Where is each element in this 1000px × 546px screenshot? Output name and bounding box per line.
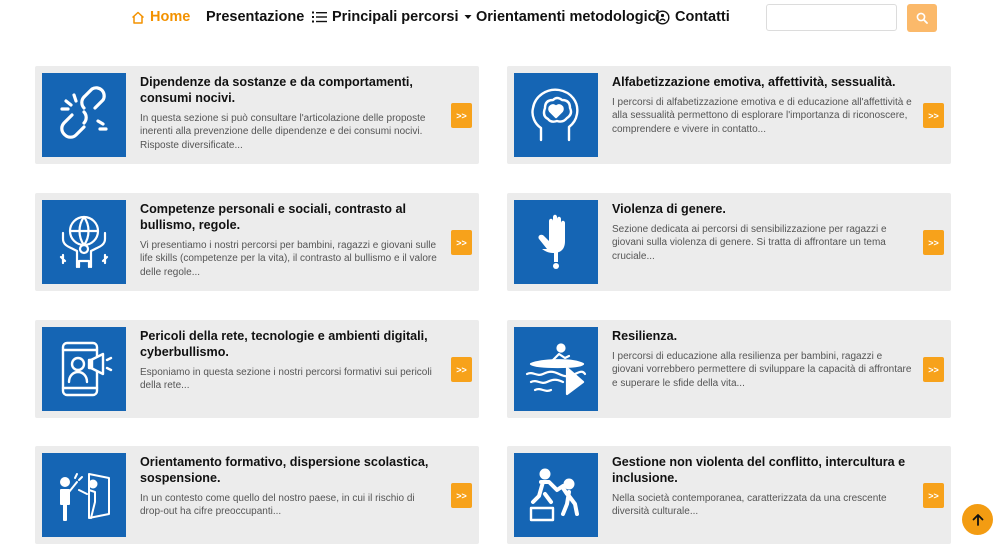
- door-people-icon: [42, 453, 126, 537]
- nav-home-label: Home: [150, 9, 191, 25]
- card-gestione-conflitto[interactable]: [507, 446, 951, 544]
- card-description: I percorsi di educazione alla resilienza per bambini, ragazzi e giovani vorrebbero permettere di sviluppare la capacità di affrontare e superare le sfide della vita...: [612, 351, 912, 389]
- more-button[interactable]: >>: [451, 357, 472, 382]
- card-pericoli-rete[interactable]: [35, 320, 479, 418]
- card-description: In questa sezione si può consultare l'articolazione delle proposte inerenti alla prevenzione delle dipendenze e dei consumi nocivi. Risposte diversificate...: [140, 113, 426, 151]
- card-description: Nella società contemporanea, caratterizzata da una crescente diversità culturale...: [612, 493, 887, 518]
- card-competenze[interactable]: [35, 193, 479, 291]
- phone-megaphone-icon: [42, 327, 126, 411]
- nav-presentazione-label: Presentazione: [206, 9, 305, 25]
- home-icon: [131, 11, 145, 24]
- globe-person-icon: [42, 200, 126, 284]
- card-description: Sezione dedicata ai percorsi di sensibilizzazione per ragazzi e giovani sulla violenza di genere. Si tratta di affrontare un tema cruciale...: [612, 224, 887, 262]
- arrow-up-icon: [971, 513, 985, 527]
- card-title: Resilienza.: [612, 329, 678, 343]
- card-resilienza[interactable]: [507, 320, 951, 418]
- card-title: Dipendenze da sostanze e da comportamenti, consumi nocivi.: [140, 75, 413, 105]
- card-description: I percorsi di alfabetizzazione emotiva e di educazione all'affettività e alla sessualità permettono di esplorare l'importanza di riconoscere, comprendere e vivere in contatto...: [612, 97, 912, 135]
- card-title: Pericoli della rete, tecnologie e ambienti digitali, cyberbullismo.: [140, 329, 428, 359]
- contact-icon: [655, 10, 670, 25]
- more-button[interactable]: >>: [923, 230, 944, 255]
- brain-heart-icon: [514, 73, 598, 157]
- more-button[interactable]: >>: [923, 483, 944, 508]
- card-description: In un contesto come quello del nostro paese, in cui il rischio di drop-out ha cifre preoccupanti...: [140, 493, 415, 518]
- caret-down-icon: [464, 14, 472, 20]
- top-nav: [0, 0, 1000, 38]
- card-description: Esponiamo in questa sezione i nostri percorsi formativi sui pericoli della rete...: [140, 367, 432, 392]
- stop-hand-icon: [514, 200, 598, 284]
- card-title: Competenze personali e sociali, contrasto al bullismo, regole.: [140, 202, 406, 232]
- card-title: Alfabetizzazione emotiva, affettività, sessualità.: [612, 75, 896, 89]
- more-button[interactable]: >>: [923, 357, 944, 382]
- card-alfabetizzazione[interactable]: [507, 66, 951, 164]
- nav-orientamenti-label: Orientamenti metodologici: [476, 9, 660, 25]
- nav-presentazione[interactable]: [206, 9, 304, 25]
- more-button[interactable]: >>: [451, 230, 472, 255]
- more-button[interactable]: >>: [451, 483, 472, 508]
- card-title: Violenza di genere.: [612, 202, 726, 216]
- list-icon: [312, 11, 327, 23]
- nav-contatti-label: Contatti: [675, 9, 730, 25]
- back-to-top-button[interactable]: [962, 504, 993, 535]
- helping-hand-icon: [514, 453, 598, 537]
- nav-home[interactable]: [131, 9, 190, 25]
- search-icon: [916, 12, 928, 24]
- more-button[interactable]: >>: [923, 103, 944, 128]
- nav-principali-percorsi-label: Principali percorsi: [332, 9, 459, 25]
- nav-contatti[interactable]: [655, 9, 730, 25]
- search-button[interactable]: [907, 4, 937, 32]
- nav-orientamenti[interactable]: [476, 9, 660, 25]
- card-description: Vi presentiamo i nostri percorsi per bambini, ragazzi e giovani sulle life skills (competenze per la vita), il contrasto al bullismo e il valore delle regole...: [140, 240, 437, 278]
- card-violenza[interactable]: [507, 193, 951, 291]
- card-title: Gestione non violenta del conflitto, intercultura e inclusione.: [612, 455, 906, 485]
- raft-waves-icon: [514, 327, 598, 411]
- broken-chain-icon: [42, 73, 126, 157]
- search-input[interactable]: [766, 4, 897, 31]
- nav-principali-percorsi[interactable]: [312, 9, 472, 25]
- card-dipendenze[interactable]: [35, 66, 479, 164]
- card-orientamento[interactable]: [35, 446, 479, 544]
- more-button[interactable]: >>: [451, 103, 472, 128]
- card-title: Orientamento formativo, dispersione scolastica, sospensione.: [140, 455, 429, 485]
